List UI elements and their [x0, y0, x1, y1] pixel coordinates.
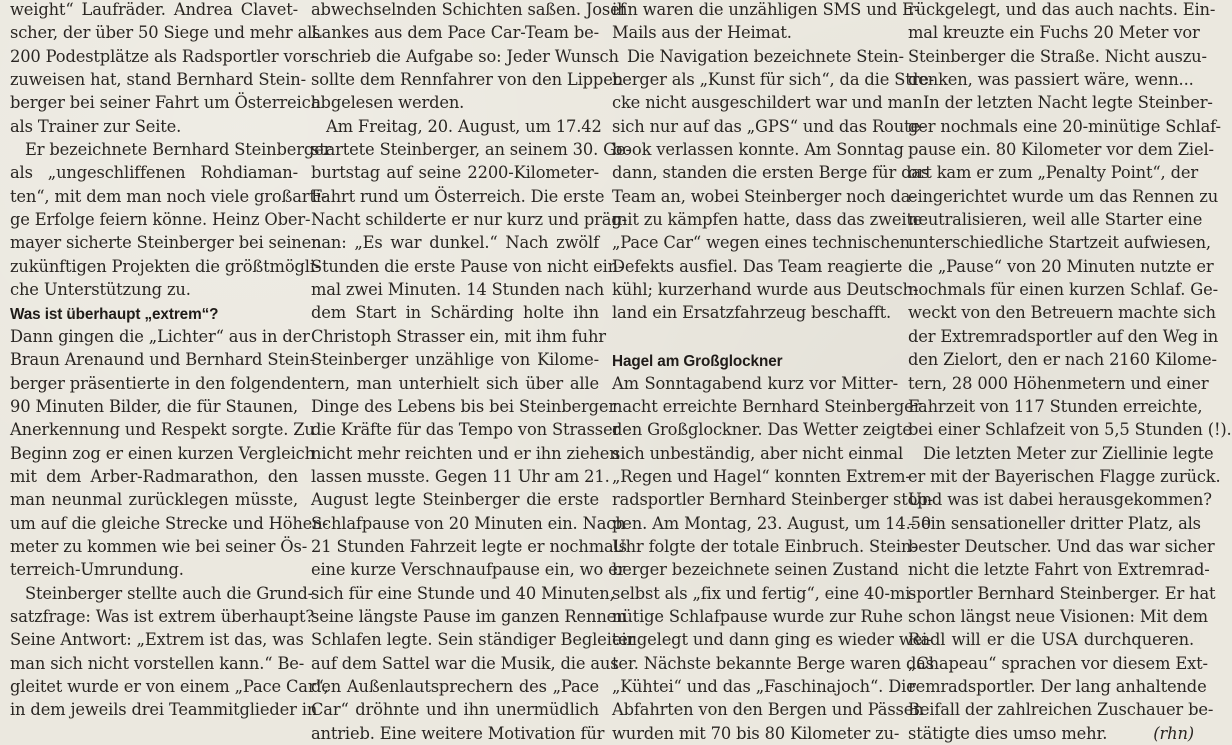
text-line: Stunden die erste Pause von nicht ein- — [311, 256, 624, 276]
text-line: eingelegt und dann ging es wieder wei- — [612, 630, 933, 650]
text-line: Am Freitag, 20. August, um 17.42 — [326, 116, 602, 136]
text-line: mit dem Arber-Radmarathon, den — [10, 466, 298, 486]
text-line: satzfrage: Was ist extrem überhaupt? — [10, 606, 314, 626]
text-line: mayer sicherte Steinberger bei seinen — [10, 233, 322, 253]
text-line: Fahrzeit von 117 Stunden erreichte, — [908, 396, 1203, 416]
text-line: ge Erfolge feiern könne. Heinz Ober- — [10, 210, 311, 230]
text-line: Am Sonntagabend kurz vor Mitter- — [612, 373, 898, 393]
text-line: Beifall der zahlreichen Zuschauer be- — [908, 700, 1214, 720]
text-line: Und was ist dabei herausgekommen? — [908, 490, 1212, 510]
text-line: Braun Arenaund und Bernhard Stein- — [10, 350, 315, 370]
text-line: Dann gingen die „Lichter“ aus in der — [10, 326, 310, 346]
text-line: Uhr folgte der totale Einbruch. Stein- — [612, 536, 917, 556]
text-line: In der letzten Nacht legte Steinber- — [923, 93, 1213, 113]
author-signature: (rhn) — [1153, 723, 1194, 743]
text-line: in dem jeweils drei Teammitglieder in — [10, 700, 318, 720]
text-line: Schlafpause von 20 Minuten ein. Nach — [311, 513, 626, 533]
text-line: radsportler Bernhard Steinberger stop- — [612, 490, 933, 510]
text-line: pause ein. 80 Kilometer vor dem Ziel- — [908, 140, 1214, 160]
text-line: ort kam er zum „Penalty Point“, der — [908, 163, 1198, 183]
text-line: sich für eine Stunde und 40 Minuten, — [311, 583, 615, 603]
text-line: berger als „Kunst für sich“, da die Stre- — [612, 70, 935, 90]
text-line: August legte Steinberger die erste — [311, 490, 599, 510]
text-line: Abfahrten von den Bergen und Pässen — [612, 700, 924, 720]
text-line: schon längst neue Visionen: Mit dem — [908, 606, 1208, 626]
text-line: sich nur auf das „GPS“ und das Route- — [612, 116, 926, 136]
text-line: unterschiedliche Startzeit aufwiesen, — [908, 233, 1211, 253]
text-line: sollte dem Rennfahrer von den Lippen — [311, 70, 624, 90]
text-line: – ein sensationeller dritter Platz, als — [908, 513, 1201, 533]
text-line: gleitet wurde er von einem „Pace Car“, — [10, 676, 329, 696]
text-line: antrieb. Eine weitere Motivation für — [311, 723, 605, 743]
text-line: startete Steinberger, an seinem 30. Ge- — [311, 140, 631, 160]
text-line: auf dem Sattel war die Musik, die aus — [311, 653, 619, 673]
text-line: eingerichtet wurde um das Rennen zu — [908, 186, 1219, 206]
text-line: Dinge des Lebens bis bei Steinberger — [311, 396, 616, 416]
text-line: burtstag auf seine 2200-Kilometer- — [311, 163, 599, 183]
text-line: der Extremradsportler auf den Weg in — [908, 326, 1219, 346]
text-line: nicht mehr reichten und er ihn ziehen — [311, 443, 620, 463]
text-line: nochmals für einen kurzen Schlaf. Ge- — [908, 280, 1218, 300]
text-line: cke nicht ausgeschildert war und man — [612, 93, 923, 113]
text-line: dem Start in Schärding holte ihn — [311, 303, 599, 323]
text-line: Steinberger unzählige von Kilome- — [311, 350, 599, 370]
text-line: land ein Ersatzfahrzeug beschafft. — [612, 303, 892, 323]
text-line: che Unterstützung zu. — [10, 280, 191, 300]
text-line: tern, man unterhielt sich über alle — [311, 373, 599, 393]
text-line: die Kräfte für das Tempo von Strasser — [311, 420, 621, 440]
article-column-3 — [612, 0, 935, 743]
text-line-content: stätigte dies umso mehr. — [908, 723, 1108, 743]
text-line: tern, 28 000 Höhenmetern und einer — [908, 373, 1209, 393]
text-line — [908, 722, 1194, 745]
text-line: denken, was passiert wäre, wenn... — [908, 70, 1194, 90]
section-heading: Hagel am Großglockner — [612, 353, 783, 371]
text-line: eine kurze Verschnaufpause ein, wo er — [311, 560, 626, 580]
text-line: Defekts ausfiel. Das Team reagierte — [612, 256, 903, 276]
text-line: man neunmal zurücklegen müsste, — [10, 490, 298, 510]
text-line: abwechselnden Schichten saßen. Josef — [311, 0, 626, 19]
text-line: bei einer Schlafzeit von 5,5 Stunden (!). — [908, 420, 1232, 440]
text-line: sich unbeständig, aber nicht einmal — [612, 443, 904, 463]
article-column-4 — [908, 0, 1232, 743]
text-line: remradsportler. Der lang anhaltende — [908, 676, 1207, 696]
text-line: Mails aus der Heimat. — [612, 23, 792, 43]
text-line: nicht die letzte Fahrt von Extremrad- — [908, 560, 1210, 580]
text-line: Team an, wobei Steinberger noch da- — [612, 186, 916, 206]
text-line: Die letzten Meter zur Ziellinie legte — [923, 443, 1214, 463]
text-line: Die Navigation bezeichnete Stein- — [627, 46, 904, 66]
paragraph-gap — [612, 325, 898, 348]
text-line: Schlafen legte. Sein ständiger Begleiter — [311, 630, 636, 650]
text-line: meter zu kommen wie bei seiner Ös- — [10, 536, 308, 556]
text-line: Radl will er die USA durchqueren. — [908, 630, 1194, 650]
text-line: selbst als „fix und fertig“, eine 40-mi- — [612, 583, 916, 603]
text-line: 200 Podestplätze als Radsportler vor- — [10, 46, 316, 66]
text-line: zuweisen hat, stand Bernhard Stein- — [10, 70, 306, 90]
text-line: weckt von den Betreuern machte sich — [908, 303, 1216, 323]
text-line: lassen musste. Gegen 11 Uhr am 21. — [311, 466, 610, 486]
text-line: wurden mit 70 bis 80 Kilometer zu- — [612, 723, 900, 743]
text-line: ihn waren die unzähligen SMS und E- — [612, 0, 920, 19]
text-line: ger nochmals eine 20-minütige Schlaf- — [908, 116, 1221, 136]
text-line: „Pace Car“ wegen eines technischen — [612, 233, 910, 253]
text-line: mal zwei Minuten. 14 Stunden nach — [311, 280, 605, 300]
text-line: den Außenlautsprechern des „Pace — [311, 676, 599, 696]
text-line: er mit der Bayerischen Flagge zurück. — [908, 466, 1221, 486]
text-line: book verlassen konnte. Am Sonntag — [612, 140, 904, 160]
text-line: Fahrt rund um Österreich. Die erste — [311, 186, 605, 206]
text-line: berger bei seiner Fahrt um Österreich — [10, 93, 321, 113]
text-line: pen. Am Montag, 23. August, um 14.50 — [612, 513, 932, 533]
text-line: zukünftigen Projekten die größtmögli- — [10, 256, 321, 276]
text-line: Anerkennung und Respekt sorgte. Zu — [10, 420, 315, 440]
text-line: nan: „Es war dunkel.“ Nach zwölf — [311, 233, 599, 253]
text-line: mal kreuzte ein Fuchs 20 Meter vor — [908, 23, 1200, 43]
text-line: man sich nicht vorstellen kann.“ Be- — [10, 653, 305, 673]
text-line: terreich-Umrundung. — [10, 560, 184, 580]
text-line: „Kühtei“ und das „Faschinajoch“. Die — [612, 676, 916, 696]
text-line: Christoph Strasser ein, mit ihm fuhr — [311, 326, 606, 346]
text-line: dann, standen die ersten Berge für das — [612, 163, 930, 183]
text-line: neutralisieren, weil alle Starter eine — [908, 210, 1203, 230]
text-line: Steinberger die Straße. Nicht auszu- — [908, 46, 1207, 66]
text-line: Steinberger stellte auch die Grund- — [25, 583, 314, 603]
text-line: berger präsentierte in den folgenden — [10, 373, 312, 393]
text-line: die „Pause“ von 20 Minuten nutzte er — [908, 256, 1214, 276]
text-line: sportler Bernhard Steinberger. Er hat — [908, 583, 1216, 603]
text-line: bester Deutscher. Und das war sicher — [908, 536, 1215, 556]
text-line: Car“ dröhnte und ihn unermüdlich — [311, 700, 599, 720]
text-line: 90 Minuten Bilder, die für Staunen, — [10, 396, 298, 416]
text-line: kühl; kurzerhand wurde aus Deutsch- — [612, 280, 919, 300]
text-line: nütige Schlafpause wurde zur Ruhe — [612, 606, 903, 626]
article-column-1 — [10, 0, 332, 720]
text-line: 21 Stunden Fahrzeit legte er nochmals — [311, 536, 627, 556]
article-column-2 — [311, 0, 636, 743]
text-line: „Regen und Hagel“ konnten Extrem- — [612, 466, 911, 486]
text-line: Seine Antwort: „Extrem ist das, was — [10, 630, 304, 650]
text-line: scher, der über 50 Siege und mehr als — [10, 23, 321, 43]
text-line: Beginn zog er einen kurzen Vergleich — [10, 443, 315, 463]
text-line: seine längste Pause im ganzen Rennen — [311, 606, 627, 626]
text-line: ter. Nächste bekannte Berge waren das — [612, 653, 935, 673]
text-line: den Zielort, den er nach 2160 Kilome- — [908, 350, 1217, 370]
text-line: berger bezeichnete seinen Zustand — [612, 560, 899, 580]
text-line: um auf die gleiche Strecke und Höhen- — [10, 513, 328, 533]
text-line: „Chapeau“ sprachen vor diesem Ext- — [908, 653, 1208, 673]
text-line: den Großglockner. Das Wetter zeigte — [612, 420, 912, 440]
text-line: rückgelegt, und das auch nachts. Ein- — [908, 0, 1216, 19]
text-line: Nacht schilderte er nur kurz und präg- — [311, 210, 627, 230]
text-line: schrieb die Aufgabe so: Jeder Wunsch — [311, 46, 619, 66]
text-line: Lankes aus dem Pace Car-Team be- — [311, 23, 599, 43]
section-heading: Was ist überhaupt „extrem“? — [10, 306, 219, 324]
text-line: abgelesen werden. — [311, 93, 465, 113]
text-line: mit zu kämpfen hatte, dass das zweite — [612, 210, 923, 230]
text-line: Er bezeichnete Bernhard Steinberger — [25, 140, 332, 160]
text-line: als „ungeschliffenen Rohdiaman- — [10, 163, 298, 183]
text-line: nacht erreichte Bernhard Steinberger — [612, 396, 922, 416]
text-line: weight“ Laufräder. Andrea Clavet- — [10, 0, 298, 19]
text-line: ten“, mit dem man noch viele großarti- — [10, 186, 327, 206]
text-line: als Trainer zur Seite. — [10, 116, 182, 136]
